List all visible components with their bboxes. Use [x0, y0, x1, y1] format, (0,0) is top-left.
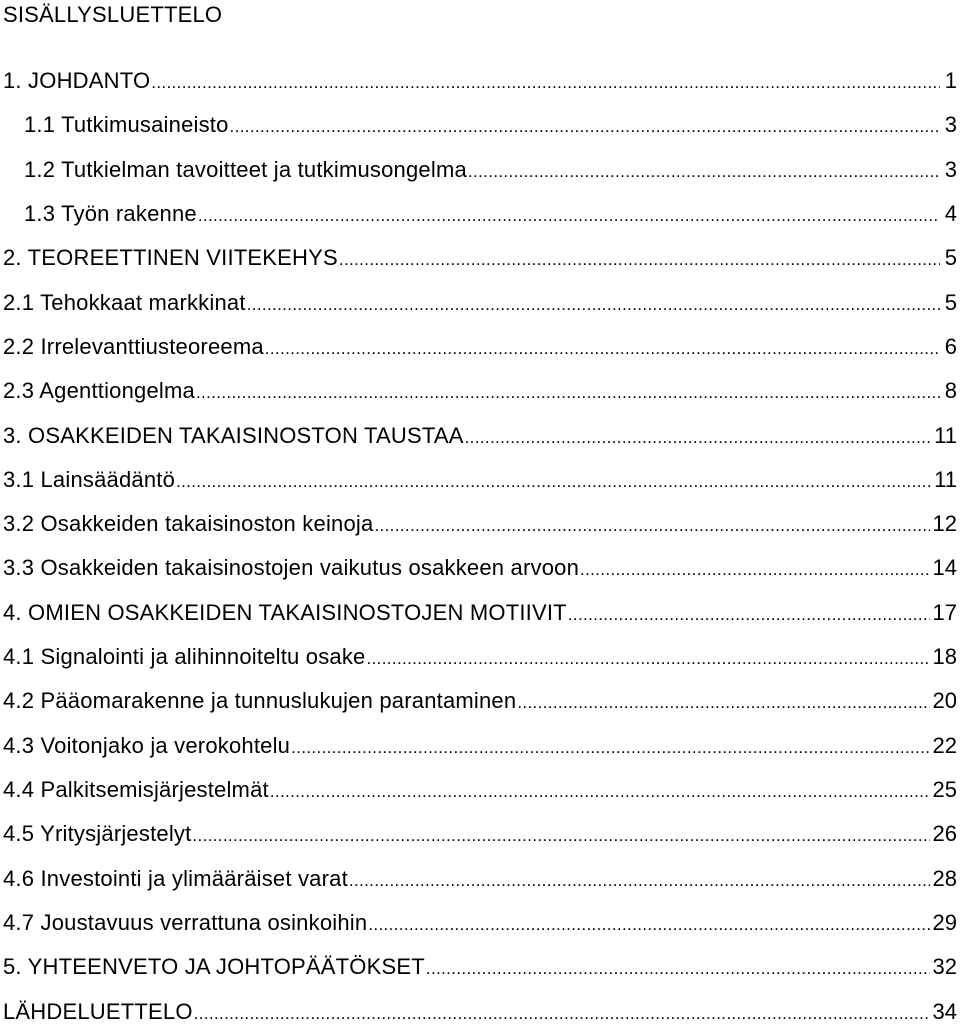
toc-entry-page: 4: [944, 200, 957, 226]
toc-entry-page: 5: [944, 245, 957, 271]
toc-entry-page: 32: [932, 954, 957, 980]
toc-entry-page: 34: [932, 998, 957, 1024]
toc-entry[interactable]: [0, 236, 960, 280]
dot-leader: [339, 238, 940, 282]
toc-entry[interactable]: [0, 502, 960, 546]
table-of-contents: [0, 59, 960, 1034]
toc-entry-label: 2. TEOREETTINEN VIITEKEHYS: [3, 245, 338, 271]
dot-leader: [176, 460, 931, 504]
toc-entry-page: 3: [944, 156, 957, 182]
toc-entry-label: 1. JOHDANTO: [3, 68, 151, 93]
toc-entry-label: 5. YHTEENVETO JA JOHTOPÄÄTÖKSET: [3, 954, 425, 980]
toc-entry[interactable]: [0, 59, 960, 103]
dot-leader: [349, 859, 930, 903]
toc-entry[interactable]: [0, 591, 960, 635]
toc-entry[interactable]: [0, 724, 960, 768]
toc-entry-page: 25: [932, 777, 957, 802]
toc-entry[interactable]: [0, 812, 960, 856]
toc-entry-page: 1: [944, 68, 957, 93]
toc-entry-label: 4.7 Joustavuus verrattuna osinkoihin: [3, 909, 368, 935]
toc-entry-page: 17: [932, 599, 957, 625]
toc-entry-page: 28: [932, 865, 957, 891]
toc-entry[interactable]: [0, 458, 960, 502]
dot-leader: [465, 416, 932, 460]
toc-entry-label: 1.3 Työn rakenne: [24, 200, 197, 226]
dot-leader: [580, 548, 930, 592]
dot-leader: [196, 371, 940, 415]
toc-entry[interactable]: [0, 679, 960, 723]
toc-entry-label: LÄHDELUETTELO: [3, 998, 193, 1024]
toc-entry[interactable]: [0, 546, 960, 590]
toc-entry[interactable]: [0, 857, 960, 901]
dot-leader: [374, 504, 929, 548]
dot-leader: [367, 637, 930, 681]
toc-entry-page: 20: [932, 688, 957, 714]
dot-leader: [192, 814, 929, 858]
toc-entry[interactable]: [0, 635, 960, 679]
toc-entry-page: 6: [944, 333, 957, 359]
toc-entry[interactable]: [0, 325, 960, 369]
toc-entry[interactable]: [0, 103, 960, 147]
toc-entry-page: 3: [944, 112, 957, 138]
toc-entry-page: 11: [934, 466, 957, 492]
toc-entry[interactable]: [0, 990, 960, 1034]
dot-leader: [517, 681, 929, 725]
toc-entry-label: 3.3 Osakkeiden takaisinostojen vaikutus osakkeen arvoon: [3, 555, 580, 581]
dot-leader: [194, 992, 930, 1036]
toc-entry-label: 4.5 Yritysjärjestelyt: [3, 821, 192, 847]
toc-entry-label: 4.3 Voitonjako ja verokohtelu: [3, 732, 291, 758]
dot-leader: [151, 61, 940, 105]
toc-entry-label: 1.2 Tutkielman tavoitteet ja tutkimusongelma: [24, 156, 467, 182]
dot-leader: [265, 327, 940, 371]
dot-leader: [468, 150, 940, 194]
toc-entry-page: 5: [944, 289, 957, 315]
page-title: SISÄLLYSLUETTELO: [3, 2, 223, 27]
toc-entry-label: 2.1 Tehokkaat markkinat: [3, 289, 246, 315]
dot-leader: [368, 903, 929, 947]
toc-entry-page: 22: [932, 732, 957, 758]
toc-entry-page: 18: [932, 644, 957, 670]
dot-leader: [291, 726, 929, 770]
toc-entry[interactable]: [0, 901, 960, 945]
dot-leader: [426, 947, 930, 991]
dot-leader: [230, 105, 940, 149]
toc-entry-page: 11: [934, 422, 957, 448]
toc-entry-page: 12: [932, 511, 957, 537]
toc-entry[interactable]: [0, 192, 960, 236]
toc-entry[interactable]: [0, 768, 960, 812]
toc-entry[interactable]: [0, 414, 960, 458]
toc-entry-page: 29: [932, 909, 957, 935]
toc-entry-label: 2.2 Irrelevanttiusteoreema: [3, 333, 264, 359]
toc-entry-page: 14: [932, 555, 957, 581]
toc-entry[interactable]: [0, 945, 960, 989]
dot-leader: [198, 194, 940, 238]
dot-leader: [568, 593, 930, 637]
toc-entry-page: 26: [932, 821, 957, 847]
toc-entry-label: 3.1 Lainsäädäntö: [3, 466, 176, 492]
toc-entry[interactable]: [0, 148, 960, 192]
toc-entry-page: 8: [944, 378, 957, 404]
toc-entry-label: 4.4 Palkitsemisjärjestelmät: [3, 777, 269, 802]
toc-entry-label: 2.3 Agenttiongelma: [3, 378, 195, 404]
dot-leader: [247, 283, 940, 327]
dot-leader: [270, 770, 930, 814]
toc-entry-label: 4.2 Pääomarakenne ja tunnuslukujen parantaminen: [3, 688, 517, 714]
toc-entry[interactable]: [0, 369, 960, 413]
toc-entry-label: 4. OMIEN OSAKKEIDEN TAKAISINOSTOJEN MOTIIVIT: [3, 599, 567, 625]
toc-entry-label: 1.1 Tutkimusaineisto: [24, 112, 229, 138]
toc-entry-label: 3. OSAKKEIDEN TAKAISINOSTON TAUSTAA: [3, 422, 464, 448]
toc-entry-label: 4.1 Signalointi ja alihinnoiteltu osake: [3, 644, 366, 670]
toc-entry-label: 3.2 Osakkeiden takaisinoston keinoja: [3, 511, 374, 537]
toc-entry-label: 4.6 Investointi ja ylimääräiset varat: [3, 865, 348, 891]
toc-entry[interactable]: [0, 281, 960, 325]
